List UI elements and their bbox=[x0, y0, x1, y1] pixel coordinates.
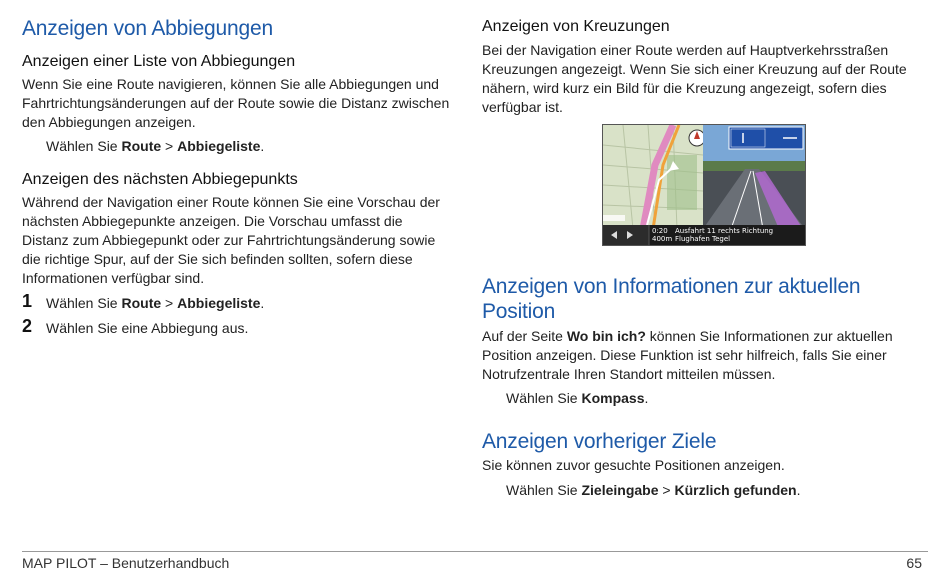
position-body: Auf der Seite Wo bin ich? können Sie Informationen zur aktuellen Position anzeigen. Diese Funktion ist sehr hilfreich, falls Sie einer Notrufzentrale Ihren Standort mitteilen müssen. bbox=[482, 328, 893, 382]
subsection-title-turn-list: Anzeigen einer Liste von Abbiegungen bbox=[22, 53, 296, 70]
subsection-title-junctions: Anzeigen von Kreuzungen bbox=[482, 18, 670, 35]
step-1: 1 Wählen Sie Route > Abbiegeliste. bbox=[22, 291, 265, 311]
subsection-title-next-turn: Anzeigen des nächsten Abbiegepunkts bbox=[22, 171, 298, 188]
next-turn-body: Während der Navigation einer Route können Sie eine Vorschau der nächsten Abbiegepunkte anzeigen. Die Vorschau umfasst die Distanz zum Abbiegepunkt oder zur Fahrtrichtungsänderung sowie die richtige Spur, auf der Sie sich befinden sollten, sofern diese Informationen verfügbar sind. bbox=[22, 194, 440, 286]
junction-view-image bbox=[602, 124, 806, 246]
recent-instruction: Wählen Sie Zieleingabe > Kürzlich gefunden. bbox=[506, 482, 801, 498]
step-number: 2 bbox=[22, 316, 33, 336]
step-2: 2 Wählen Sie eine Abbiegung aus. bbox=[22, 316, 249, 336]
junctions-body: Bei der Navigation einer Route werden auf Hauptverkehrsstraßen Kreuzungen angezeigt. Wenn Sie sich einer Kreuzung auf der Route nähern, wird kurz ein Bild für die Kreuzung angezeigt, sofern dies verfügbar ist. bbox=[482, 42, 907, 115]
position-instruction: Wählen Sie Kompass. bbox=[506, 390, 649, 406]
footer-divider bbox=[22, 551, 928, 552]
footer-manual-title: MAP PILOT – Benutzerhandbuch bbox=[22, 555, 230, 571]
junction-instruction-text: Ausfahrt 11 rechts Richtung Flughafen Tegel bbox=[675, 227, 774, 243]
junction-time-distance: 0:20 400m bbox=[652, 227, 673, 243]
footer-page-number: 65 bbox=[906, 555, 922, 571]
recent-body: Sie können zuvor gesuchte Positionen anzeigen. bbox=[482, 457, 785, 473]
section-title-recent: Anzeigen vorheriger Ziele bbox=[482, 430, 717, 453]
section-title-position: Anzeigen von Informationen zur aktuellen Position bbox=[482, 275, 861, 323]
turn-list-instruction: Wählen Sie Route > Abbiegeliste. bbox=[46, 138, 265, 154]
section-title-turns: Anzeigen von Abbiegungen bbox=[22, 17, 273, 40]
step-number: 1 bbox=[22, 291, 33, 311]
turn-list-body: Wenn Sie eine Route navigieren, können Sie alle Abbiegungen und Fahrtrichtungsänderungen auf der Route sowie die Distanz zwischen den Abbiegungen anzeigen. bbox=[22, 76, 450, 130]
